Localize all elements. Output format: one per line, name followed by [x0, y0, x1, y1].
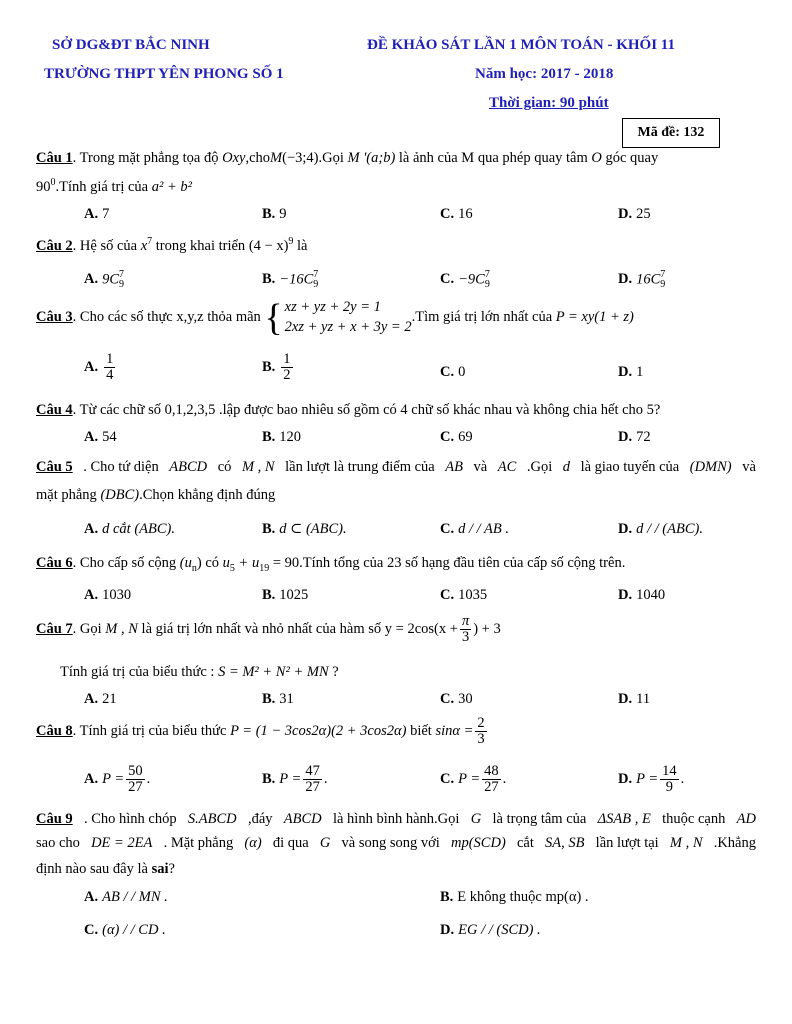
q1-option-b[interactable]: B. 9: [262, 206, 287, 222]
q4-option-c[interactable]: C. 69: [440, 429, 473, 445]
question-label: Câu 7: [36, 621, 73, 638]
question-7: Câu 7. Gọi M , N là giá trị lớn nhất và nhỏ nhất của hàm số y = 2cos(x + $\frac{\pi}{3}$ ) + 3: [36, 613, 501, 646]
q2-option-d[interactable]: D. 16C 7 9: [618, 269, 666, 290]
question-1: Câu 1. Trong mặt phẳng tọa độ Oxy,choM(−3;4).Gọi M '(a;b) là ảnh của M qua phép quay tâm O góc quay: [36, 150, 659, 166]
q3-option-b[interactable]: B. $\frac{1}{2}$: [262, 351, 291, 384]
q9-option-c[interactable]: C. (α) / / CD .: [84, 922, 166, 938]
q7-option-d[interactable]: D. 11: [618, 691, 651, 707]
q2-option-b[interactable]: B. −16C 7 9: [262, 269, 319, 290]
q1-option-c[interactable]: C. 16: [440, 206, 473, 222]
q8-option-b[interactable]: B. P = $\frac{47}{27}$ .: [262, 763, 328, 796]
q9-option-a[interactable]: A. AB / / MN .: [84, 889, 168, 905]
q7-option-a[interactable]: A. 21: [84, 691, 117, 707]
q8-option-a[interactable]: A. P = $\frac{50}{27}$ .: [84, 763, 151, 796]
question-label: Câu 2: [36, 237, 73, 254]
q5-option-d[interactable]: D. d / / (ABC).: [618, 521, 703, 537]
q9-option-b[interactable]: B. E không thuộc mp(α) .: [440, 889, 589, 905]
question-label: Câu 9: [36, 811, 73, 827]
school-year: Năm học: 2017 - 2018: [475, 66, 614, 82]
school-name: TRƯỜNG THPT YÊN PHONG SỐ 1: [44, 66, 284, 82]
q5-option-c[interactable]: C. d / / AB .: [440, 521, 509, 537]
question-3: Câu 3. Cho các số thực x,y,z thỏa mãn { xz + yz + 2y = 1 2xz + yz + x + 3y = 2 .Tìm giá trị lớn nhất của P = xy(1 + z): [36, 296, 634, 339]
question-9-line3: định nào sau đây là sai?: [36, 861, 175, 877]
exam-time: Thời gian: 90 phút: [489, 95, 609, 111]
question-label: Câu 6: [36, 555, 73, 571]
question-label: Câu 5: [36, 459, 73, 475]
exam-title: ĐỀ KHẢO SÁT LẦN 1 MÔN TOÁN - KHỐI 11: [367, 37, 675, 53]
question-8: Câu 8. Tính giá trị của biểu thức P = (1 − 3cos2α)(2 + 3cos2α) biết sinα = $\frac{2}{3}$: [36, 715, 485, 748]
question-label: Câu 8: [36, 723, 73, 740]
q6-option-c[interactable]: C. 1035: [440, 587, 488, 603]
question-2: Câu 2. Hệ số của $x^7$ trong khai triển $(4 - x)^9$ là: [36, 236, 308, 254]
question-5-line2: mặt phẳng (DBC).Chọn khẳng định đúng: [36, 487, 276, 503]
q3-option-a[interactable]: A. $\frac{1}{4}$: [84, 351, 114, 384]
question-label: Câu 3: [36, 308, 73, 325]
question-6: Câu 6. Cho cấp số cộng $(u_n)$ có $u_5 + u_{19}$ = 90.Tính tổng của 23 số hạng đầu tiên của cấp số cộng trên.: [36, 555, 626, 574]
exam-code: Mã đề: 132: [637, 125, 705, 140]
q4-option-a[interactable]: A. 54: [84, 429, 117, 445]
equation-system: { xz + yz + 2y = 1 2xz + yz + x + 3y = 2: [264, 296, 412, 339]
q6-option-b[interactable]: B. 1025: [262, 587, 309, 603]
q2-option-a[interactable]: A. 9C 7 9: [84, 269, 125, 290]
q9-option-d[interactable]: D. EG / / (SCD) .: [440, 922, 541, 938]
q7-option-c[interactable]: C. 30: [440, 691, 473, 707]
q7-option-b[interactable]: B. 31: [262, 691, 294, 707]
department-name: SỞ DG&ĐT BẮC NINH: [52, 37, 210, 53]
q6-option-a[interactable]: A. 1030: [84, 587, 132, 603]
exam-code-box: [622, 118, 720, 148]
question-9: Câu 9 . Cho hình chóp S.ABCD ,đáy ABCD là hình bình hành.Gọi G là trọng tâm của ΔSAB , E thuộc cạnh AD: [36, 811, 756, 827]
q3-option-d[interactable]: D. 1: [618, 364, 644, 380]
q4-option-b[interactable]: B. 120: [262, 429, 302, 445]
q4-option-d[interactable]: D. 72: [618, 429, 651, 445]
question-4: Câu 4. Từ các chữ số 0,1,2,3,5 .lập được bao nhiêu số gồm có 4 chữ số khác nhau và không chia hết cho 5?: [36, 402, 661, 418]
q6-option-d[interactable]: D. 1040: [618, 587, 666, 603]
q8-option-c[interactable]: C. P = $\frac{48}{27}$ .: [440, 763, 507, 796]
q5-option-b[interactable]: B. d ⊂ (ABC).: [262, 521, 347, 537]
q1-option-a[interactable]: A. 7: [84, 206, 110, 222]
q8-option-d[interactable]: D. P = $\frac{14}{9}$ .: [618, 763, 685, 796]
brace-icon: {: [264, 296, 283, 339]
q1-option-d[interactable]: D. 25: [618, 206, 651, 222]
question-1-line2: $90^0.Tính$ giá trị của a² + b²: [36, 177, 192, 195]
question-label: Câu 1: [36, 150, 73, 166]
question-7-line2: Tính giá trị của biểu thức : S = M² + N² + MN ?: [60, 664, 339, 680]
q2-option-c[interactable]: C. −9C 7 9: [440, 269, 490, 290]
question-label: Câu 4: [36, 402, 73, 418]
question-9-line2: sao cho DE = 2EA . Mặt phẳng (α) đi qua G và song song với mp(SCD) cắt SA, SB lần lượt tại M , N .Khẳng: [36, 835, 756, 851]
q3-option-c[interactable]: C. 0: [440, 364, 466, 380]
question-5: Câu 5 . Cho tứ diện ABCD có M , N lần lượt là trung điểm của AB và AC .Gọi d là giao tuyến của (DMN) và: [36, 459, 756, 475]
q5-option-a[interactable]: A. d cắt (ABC).: [84, 521, 175, 537]
